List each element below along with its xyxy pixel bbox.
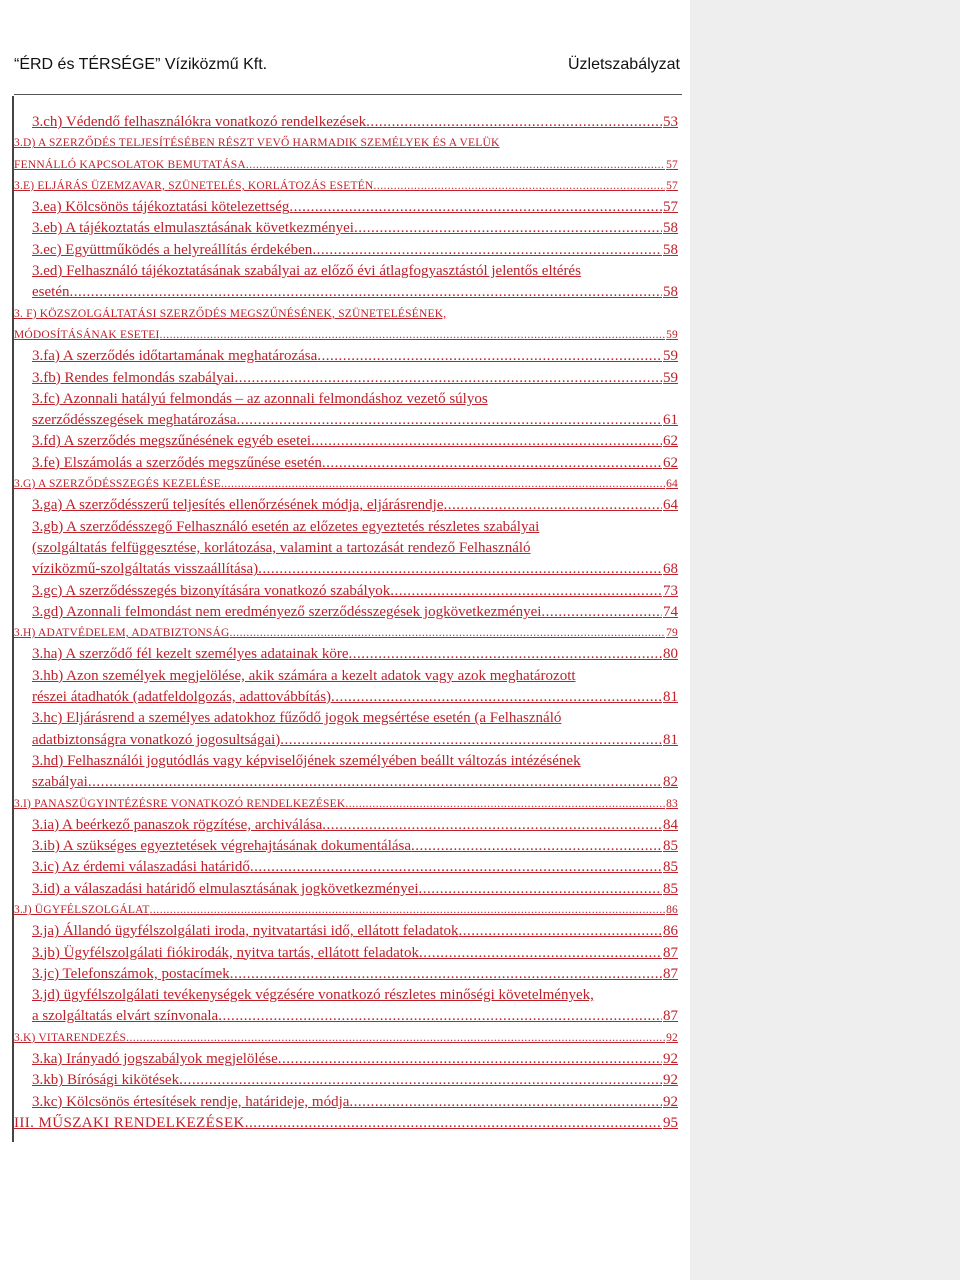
toc-page-number[interactable]: 85: [663, 859, 678, 876]
toc-dot-leader: [419, 943, 662, 964]
toc-dot-leader: [459, 921, 662, 942]
toc-entry-title[interactable]: 3.gc) A szerződésszegés bizonyítására vonatkozó szabályok: [32, 582, 391, 599]
toc-entry[interactable]: [14, 133, 678, 176]
toc-entry-title-line[interactable]: 3.hb) Azon személyek megjelölése, akik számára a kezelt adatok vagy azok meghatározott: [32, 667, 576, 684]
toc-page-number[interactable]: 61: [663, 412, 678, 429]
toc-entry-title-line[interactable]: 3.fc) Azonnali hatályú felmondás – az azonnali felmondáshoz vezető súlyos: [32, 390, 488, 407]
toc-page-number[interactable]: 81: [663, 689, 678, 706]
toc-page-number[interactable]: 57: [663, 199, 678, 216]
toc-page-number[interactable]: 92: [663, 1072, 678, 1089]
toc-dot-leader: [411, 836, 662, 857]
toc-dot-leader: [179, 1070, 662, 1091]
toc-entry-title[interactable]: a szolgáltatás elvárt színvonala: [32, 1008, 219, 1025]
toc-dot-leader: [373, 176, 665, 197]
toc-page-number[interactable]: 74: [663, 603, 678, 620]
toc-entry[interactable]: [14, 1092, 678, 1113]
toc-entry-title[interactable]: 3.kc) Kölcsönös értesítések rendje, határideje, módja: [32, 1093, 350, 1110]
toc-entry[interactable]: [14, 218, 678, 239]
toc-entry-title-line[interactable]: 3.D) A SZERZŐDÉS TELJESÍTÉSÉBEN RÉSZT VEVŐ HARMADIK SZEMÉLYEK ÉS A VELÜK: [14, 137, 500, 150]
toc-entry-title-line[interactable]: 3.hc) Eljárásrend a személyes adatokhoz fűződő jogok megsértése esetén (a Felhasználó: [32, 710, 562, 727]
toc-entry-title[interactable]: 3.ga) A szerződésszerű teljesítés ellenőrzésének módja, eljárásrendje: [32, 497, 444, 514]
toc-entry-title[interactable]: 3.fa) A szerződés időtartamának meghatározása: [32, 348, 318, 365]
toc-entry[interactable]: [14, 708, 678, 751]
toc-entry[interactable]: [14, 304, 678, 347]
toc-dot-leader: [541, 602, 662, 623]
toc-entry[interactable]: [14, 1070, 678, 1091]
toc-dot-leader: [322, 815, 662, 836]
toc-entry[interactable]: [14, 794, 678, 815]
toc-page-number[interactable]: 87: [663, 1008, 678, 1025]
toc-page-number[interactable]: 59: [663, 348, 678, 365]
toc-dot-leader: [88, 772, 662, 793]
toc-dot-leader: [444, 495, 663, 516]
toc-page-number[interactable]: 62: [663, 433, 678, 450]
toc-entry[interactable]: [14, 495, 678, 516]
toc-entry-title[interactable]: 3.ia) A beérkező panaszok rögzítése, archiválása: [32, 816, 323, 833]
toc-entry-title[interactable]: 3.fd) A szerződés megszűnésének egyéb esetei: [32, 433, 312, 450]
toc-entry-title[interactable]: 3.E) ELJÁRÁS ÜZEMZAVAR, SZÜNETELÉS, KORLÁTOZÁS ESETÉN: [14, 179, 374, 192]
toc-entry[interactable]: [14, 431, 678, 452]
toc-entry[interactable]: [14, 836, 678, 857]
toc-entry[interactable]: [14, 964, 678, 985]
toc-page-number[interactable]: 95: [663, 1114, 678, 1131]
header-document-title: Üzletszabályzat: [567, 56, 680, 73]
toc-page-number[interactable]: 58: [663, 241, 678, 258]
toc-entry-title[interactable]: 3.eb) A tájékoztatás elmulasztásának következményei: [32, 220, 354, 237]
toc-entry-title[interactable]: 3.I) PANASZÜGYINTÉZÉSRE VONATKOZÓ RENDELKEZÉSEK: [14, 797, 346, 810]
toc-page-number[interactable]: 86: [666, 903, 678, 916]
toc-page-number[interactable]: 86: [663, 923, 678, 940]
toc-dot-leader: [230, 964, 662, 985]
toc-page-number[interactable]: 87: [663, 965, 678, 982]
toc-entry[interactable]: [14, 176, 678, 197]
toc-entry[interactable]: [14, 602, 678, 623]
toc-page-number[interactable]: 57: [666, 158, 678, 171]
toc-entry-title[interactable]: 3.ka) Irányadó jogszabályok megjelölése: [32, 1051, 278, 1068]
toc-dot-leader: [69, 282, 662, 303]
toc-entry[interactable]: [14, 389, 678, 432]
toc-entry[interactable]: [14, 1049, 678, 1070]
toc-dot-leader: [230, 623, 666, 644]
page-header: [14, 56, 680, 82]
toc-entry-title[interactable]: 3.ib) A szükséges egyeztetések végrehajtásának dokumentálása: [32, 838, 412, 855]
toc-entry-title[interactable]: 3.fb) Rendes felmondás szabályai: [32, 369, 235, 386]
toc-entry-title[interactable]: esetén: [32, 284, 70, 301]
toc-dot-leader: [278, 1049, 662, 1070]
toc-entry-title[interactable]: részei átadhatók (adatfeldolgozás, adattovábbítás): [32, 689, 332, 706]
toc-dot-leader: [312, 240, 662, 261]
toc-page-number[interactable]: 58: [663, 284, 678, 301]
toc-dot-leader: [280, 730, 662, 751]
toc-entry-title[interactable]: 3.jc) Telefonszámok, postacímek: [32, 965, 230, 982]
toc-entry[interactable]: [14, 1113, 678, 1134]
toc-entry-title[interactable]: MÓDOSÍTÁSÁNAK ESETEI: [14, 328, 160, 341]
toc-page-number[interactable]: 62: [663, 454, 678, 471]
toc-page-number[interactable]: 82: [663, 774, 678, 791]
toc-dot-leader: [311, 431, 662, 452]
toc-entry-title-line[interactable]: 3.jd) ügyfélszolgálati tevékenységek végzésére vonatkozó részletes minőségi követelmények,: [32, 987, 594, 1004]
header-company-name: “ÉRD és TÉRSÉGE” Víziközmű Kft.: [14, 56, 268, 73]
toc-entry-title[interactable]: 3.kb) Bírósági kikötések: [32, 1072, 180, 1089]
toc-page-number[interactable]: 84: [663, 816, 678, 833]
toc-page-number[interactable]: 92: [663, 1093, 678, 1110]
toc-entry[interactable]: [14, 985, 678, 1028]
toc-page-number[interactable]: 92: [663, 1051, 678, 1068]
toc-entry-title-line[interactable]: 3.hd) Felhasználói jogutódlás vagy képviselőjének személyében beállt változás intézésének: [32, 752, 581, 769]
table-of-contents: [14, 112, 678, 1134]
toc-dot-leader: [349, 1092, 662, 1113]
toc-dot-leader: [126, 1028, 665, 1049]
toc-entry-title[interactable]: III. MŰSZAKI RENDELKEZÉSEK: [14, 1114, 245, 1131]
toc-dot-leader: [317, 346, 662, 367]
toc-entry-title[interactable]: FENNÁLLÓ KAPCSOLATOK BEMUTATÁSA: [14, 158, 246, 171]
toc-entry[interactable]: [14, 474, 678, 495]
toc-entry-title-line[interactable]: 3.ed) Felhasználó tájékoztatásának szabályai az előző évi átlagfogyasztástól jelentős eltérés: [32, 263, 581, 280]
toc-entry-title[interactable]: 3.K) VITARENDEZÉS: [14, 1031, 127, 1044]
toc-dot-leader: [331, 687, 662, 708]
toc-entry-title[interactable]: szerződésszegések meghatározása: [32, 412, 237, 429]
toc-page-number[interactable]: 64: [663, 497, 678, 514]
toc-page-number[interactable]: 79: [666, 627, 678, 640]
toc-entry[interactable]: [14, 815, 678, 836]
toc-dot-leader: [245, 1113, 662, 1134]
toc-entry[interactable]: [14, 1028, 678, 1049]
toc-dot-leader: [236, 410, 662, 431]
toc-entry-title[interactable]: 3.gd) Azonnali felmondást nem eredményező szerződésszegések jogkövetkezményei: [32, 603, 542, 620]
toc-entry-title[interactable]: 3.ec) Együttműködés a helyreállítás érdekében: [32, 241, 313, 258]
toc-dot-leader: [221, 474, 665, 495]
toc-entry[interactable]: [14, 623, 678, 644]
toc-page-number[interactable]: 57: [666, 179, 678, 192]
toc-entry[interactable]: [14, 453, 678, 474]
toc-entry-title-line[interactable]: 3.gb) A szerződésszegő Felhasználó esetén az előzetes egyeztetés részletes szabályai: [32, 518, 540, 535]
toc-entry-title[interactable]: 3.jb) Ügyfélszolgálati fiókirodák, nyitva tartás, ellátott feladatok: [32, 944, 419, 961]
toc-page-number[interactable]: 87: [663, 944, 678, 961]
toc-entry-title[interactable]: 3.fe) Elszámolás a szerződés megszűnése esetén: [32, 454, 322, 471]
toc-page-number[interactable]: 83: [666, 797, 678, 810]
toc-page-number[interactable]: 80: [663, 646, 678, 663]
toc-entry[interactable]: [14, 112, 678, 133]
toc-entry[interactable]: [14, 943, 678, 964]
toc-page-number[interactable]: 59: [663, 369, 678, 386]
toc-entry-title[interactable]: 3.ea) Kölcsönös tájékoztatási kötelezettség: [32, 199, 290, 216]
toc-entry-title[interactable]: szabályai: [32, 774, 88, 791]
toc-page-number[interactable]: 64: [666, 478, 678, 491]
toc-entry-title[interactable]: 3.ch) Védendő felhasználókra vonatkozó rendelkezések: [32, 114, 367, 130]
toc-dot-leader: [160, 325, 666, 346]
comment-margin-panel: [690, 0, 960, 1280]
toc-dot-leader: [218, 1006, 662, 1027]
toc-entry[interactable]: [14, 751, 678, 794]
toc-entry-title[interactable]: 3.ic) Az érdemi válaszadási határidő: [32, 859, 250, 876]
toc-dot-leader: [150, 900, 665, 921]
toc-dot-leader: [234, 368, 662, 389]
toc-entry[interactable]: [14, 879, 678, 900]
toc-entry[interactable]: [14, 921, 678, 942]
toc-dot-leader: [250, 857, 662, 878]
toc-entry-title-line[interactable]: 3. F) KÖZSZOLGÁLTATÁSI SZERZŐDÉS MEGSZŰNÉSÉNEK, SZÜNETELÉSÉNEK,: [14, 307, 447, 320]
toc-entry[interactable]: [14, 368, 678, 389]
toc-entry[interactable]: [14, 644, 678, 665]
toc-entry-title[interactable]: 3.H) ADATVÉDELEM, ADATBIZTONSÁG: [14, 627, 230, 640]
toc-page-number[interactable]: 81: [663, 731, 678, 748]
toc-dot-leader: [354, 218, 662, 239]
toc-page-number[interactable]: 59: [666, 328, 678, 341]
toc-entry[interactable]: [14, 857, 678, 878]
toc-dot-leader: [246, 155, 665, 176]
toc-entry[interactable]: [14, 666, 678, 709]
toc-entry-title[interactable]: 3.J) ÜGYFÉLSZOLGÁLAT: [14, 903, 150, 916]
toc-entry[interactable]: [14, 261, 678, 304]
header-divider: [14, 94, 682, 95]
toc-entry-title[interactable]: 3.ha) A szerződő fél kezelt személyes adatainak köre: [32, 646, 349, 663]
toc-page-number[interactable]: 73: [663, 582, 678, 599]
toc-dot-leader: [289, 197, 662, 218]
toc-dot-leader: [345, 794, 665, 815]
toc-dot-leader: [366, 112, 662, 133]
toc-dot-leader: [349, 644, 662, 665]
toc-entry-title[interactable]: 3.id) a válaszadási határidő elmulasztásának jogkövetkezményei: [32, 880, 419, 897]
toc-entry[interactable]: [14, 517, 678, 581]
toc-entry[interactable]: [14, 581, 678, 602]
toc-page-number[interactable]: 85: [663, 838, 678, 855]
toc-dot-leader: [390, 581, 662, 602]
toc-entry[interactable]: [14, 197, 678, 218]
toc-page-number[interactable]: 68: [663, 561, 678, 578]
toc-dot-leader: [322, 453, 662, 474]
toc-entry[interactable]: [14, 346, 678, 367]
toc-entry-title[interactable]: 3.ja) Állandó ügyfélszolgálati iroda, nyitvatartási idő, ellátott feladatok: [32, 923, 459, 940]
toc-page-number[interactable]: 53: [663, 114, 678, 130]
toc-entry-title[interactable]: adatbiztonságra vonatkozó jogosultságai): [32, 731, 281, 748]
toc-entry[interactable]: [14, 240, 678, 261]
toc-dot-leader: [419, 879, 662, 900]
toc-entry-title[interactable]: víziközmű-szolgáltatás visszaállítása): [32, 561, 259, 578]
toc-page-number[interactable]: 92: [666, 1031, 678, 1044]
toc-entry-title-line[interactable]: (szolgáltatás felfüggesztése, korlátozása, valamint a tartozását rendező Felhasználó: [32, 539, 531, 556]
toc-page-number[interactable]: 85: [663, 880, 678, 897]
toc-entry[interactable]: [14, 900, 678, 921]
toc-dot-leader: [258, 559, 662, 580]
toc-entry-title[interactable]: 3.G) A SZERZŐDÉSSZEGÉS KEZELÉSE: [14, 478, 221, 491]
toc-page-number[interactable]: 58: [663, 220, 678, 237]
